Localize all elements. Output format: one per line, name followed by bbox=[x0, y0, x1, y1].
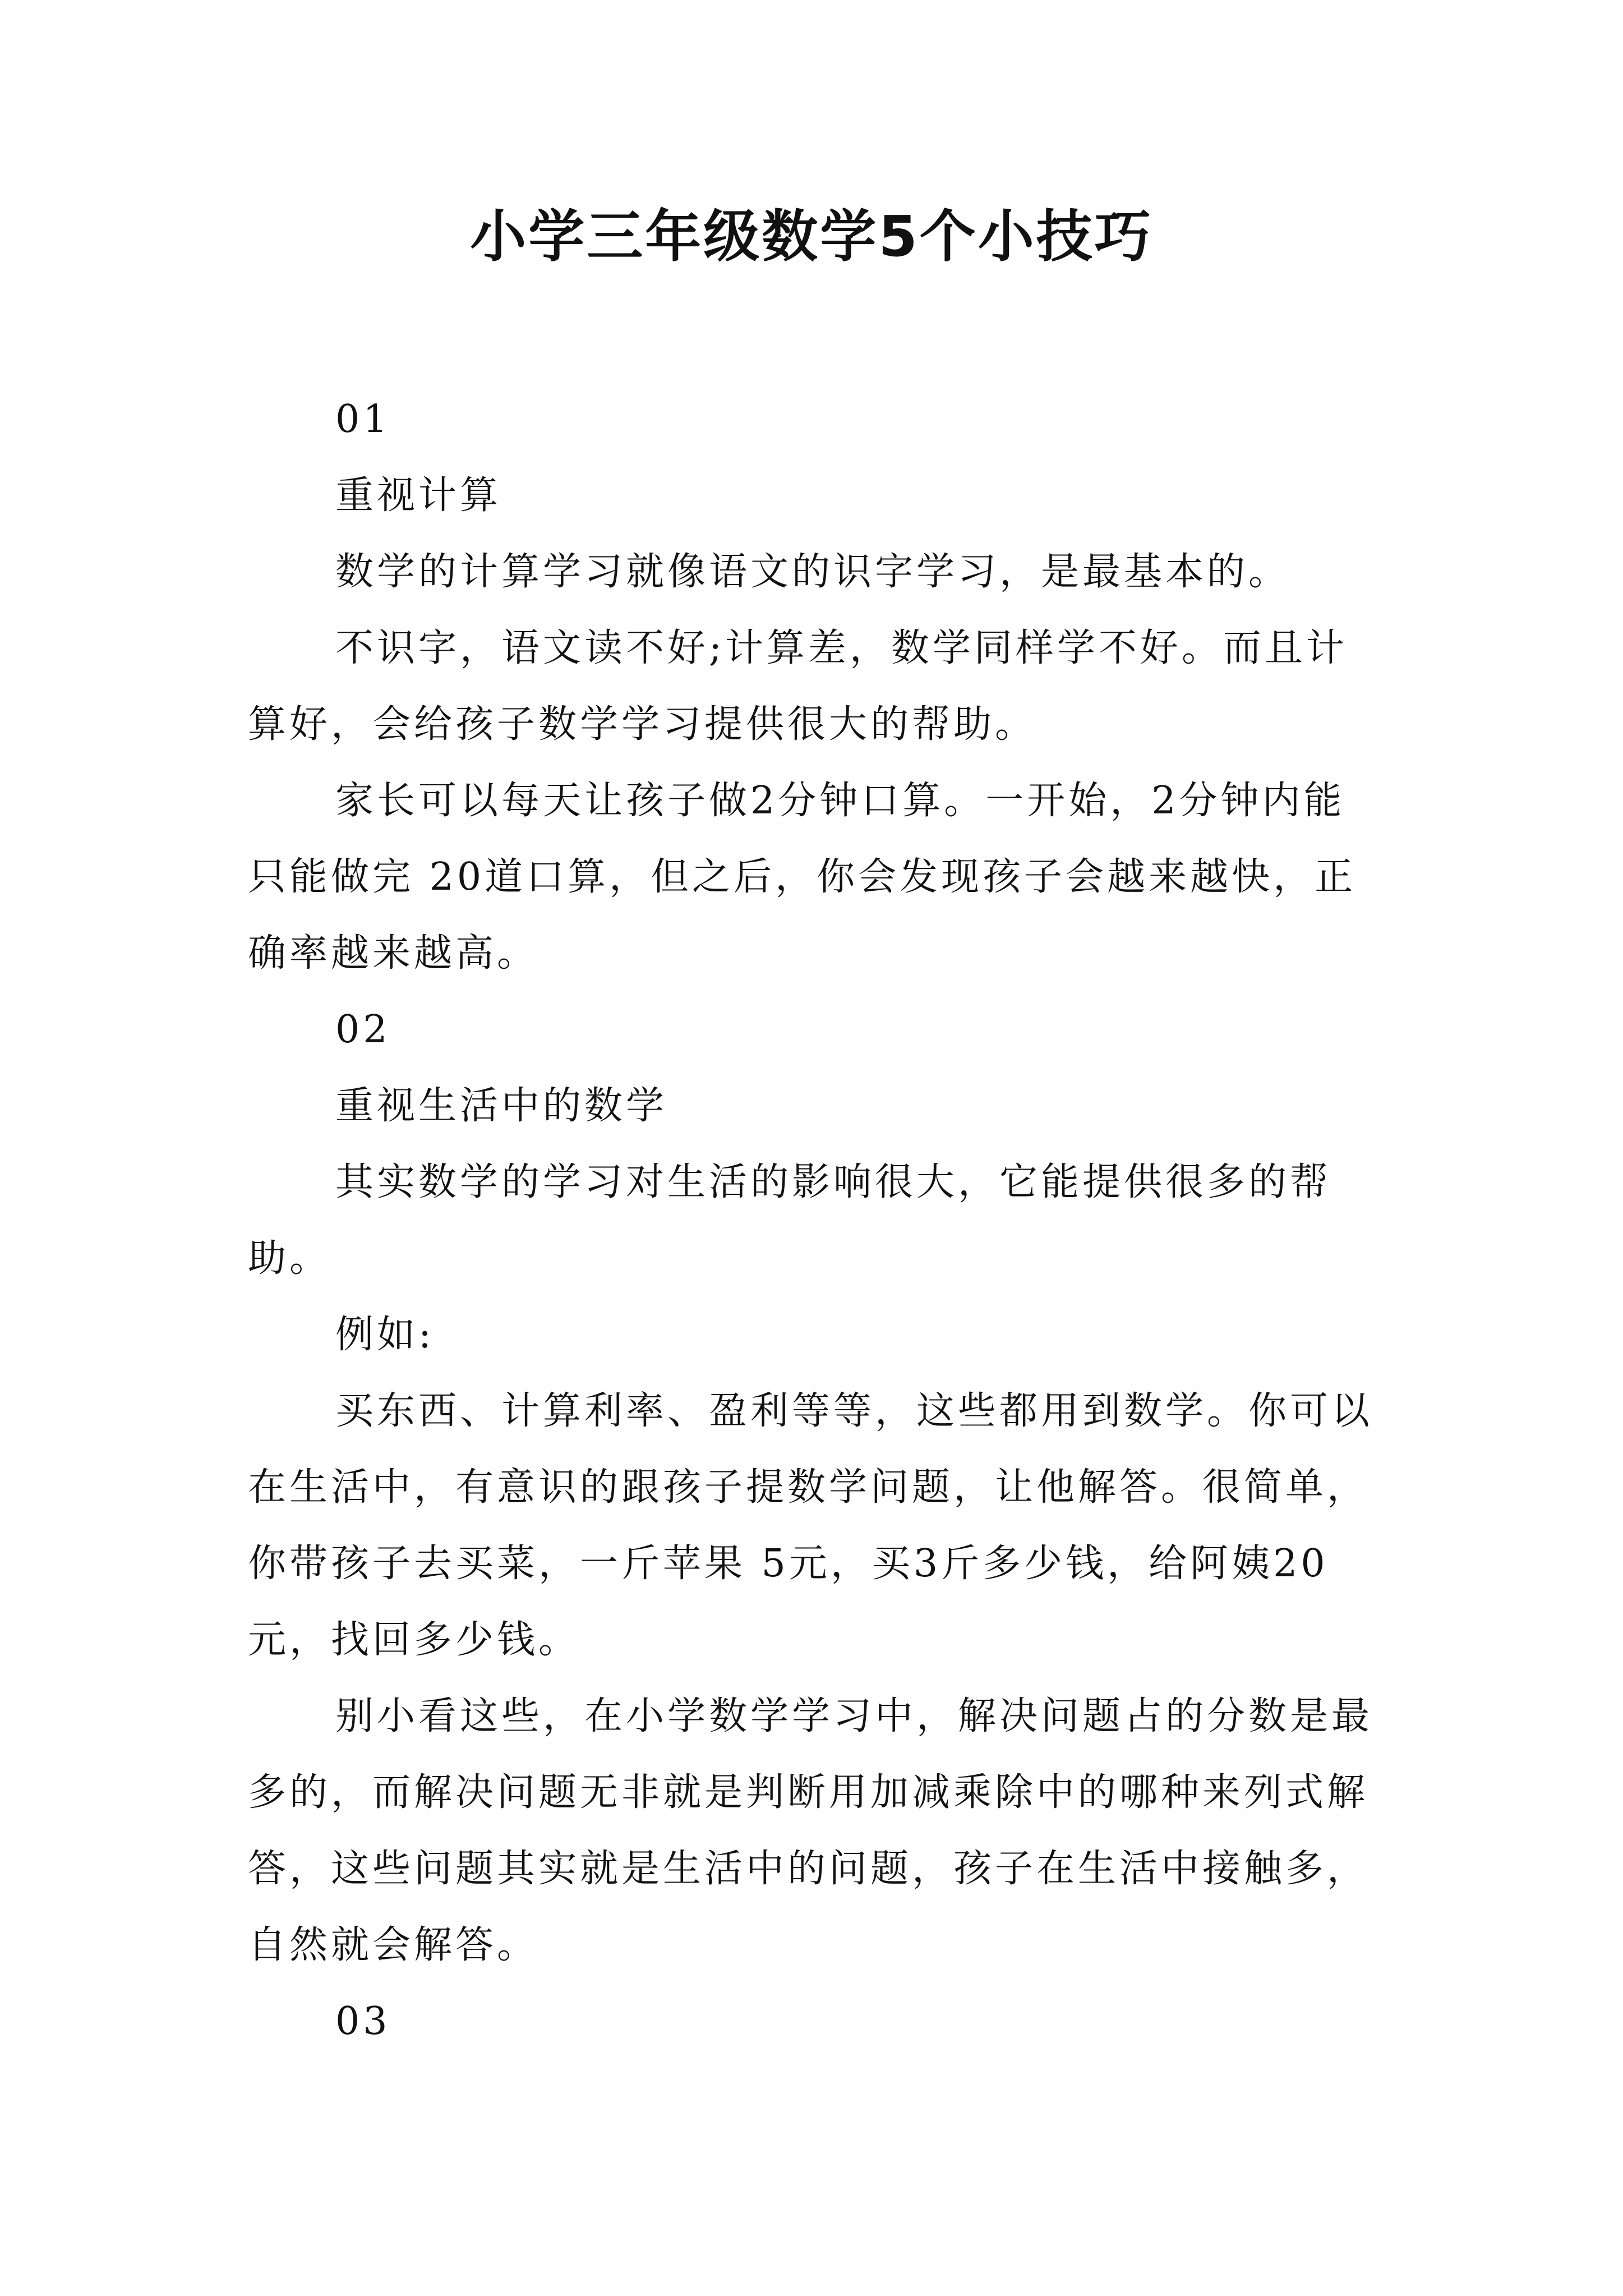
body-paragraph: 其实数学的学习对生活的影响很大，它能提供很多的帮助。 bbox=[248, 1160, 1332, 1281]
document-body bbox=[248, 381, 1386, 2060]
section-heading-calculation: 重视计算 bbox=[335, 473, 502, 518]
body-paragraph: 数学的计算学习就像语文的识字学习，是最基本的。 bbox=[335, 550, 1290, 594]
section-heading-life-math: 重视生活中的数学 bbox=[335, 1084, 668, 1128]
body-paragraph: 家长可以每天让孩子做2分钟口算。一开始，2分钟内能只能做完 20道口算，但之后，你会发现孩子会越来越快，正确率越来越高。 bbox=[248, 779, 1357, 976]
body-paragraph: 买东西、计算利率、盈利等等，这些都用到数学。你可以在生活中，有意识的跟孩子提数学问题，让他解答。很简单，你带孩子去买菜，一斤苹果 5元，买3斤多少钱，给阿姨20元，找回多少钱。 bbox=[248, 1389, 1373, 1662]
section-number-01: 01 bbox=[335, 397, 391, 441]
body-paragraph: 不识字，语文读不好;计算差，数学同样学不好。而且计算好，会给孩子数学学习提供很大的帮助。 bbox=[248, 626, 1348, 747]
section-number-03: 03 bbox=[335, 1999, 391, 2044]
body-paragraph: 别小看这些，在小学数学学习中，解决问题占的分数是最多的，而解决问题无非就是判断用加减乘除中的哪种来列式解答，这些问题其实就是生活中的问题，孩子在生活中接触多，自然就会解答。 bbox=[248, 1694, 1373, 1967]
body-paragraph: 例如: bbox=[335, 1313, 435, 1357]
document-title: 小学三年级数学5个小技巧 bbox=[470, 204, 1153, 269]
section-number-02: 02 bbox=[335, 1007, 391, 1052]
